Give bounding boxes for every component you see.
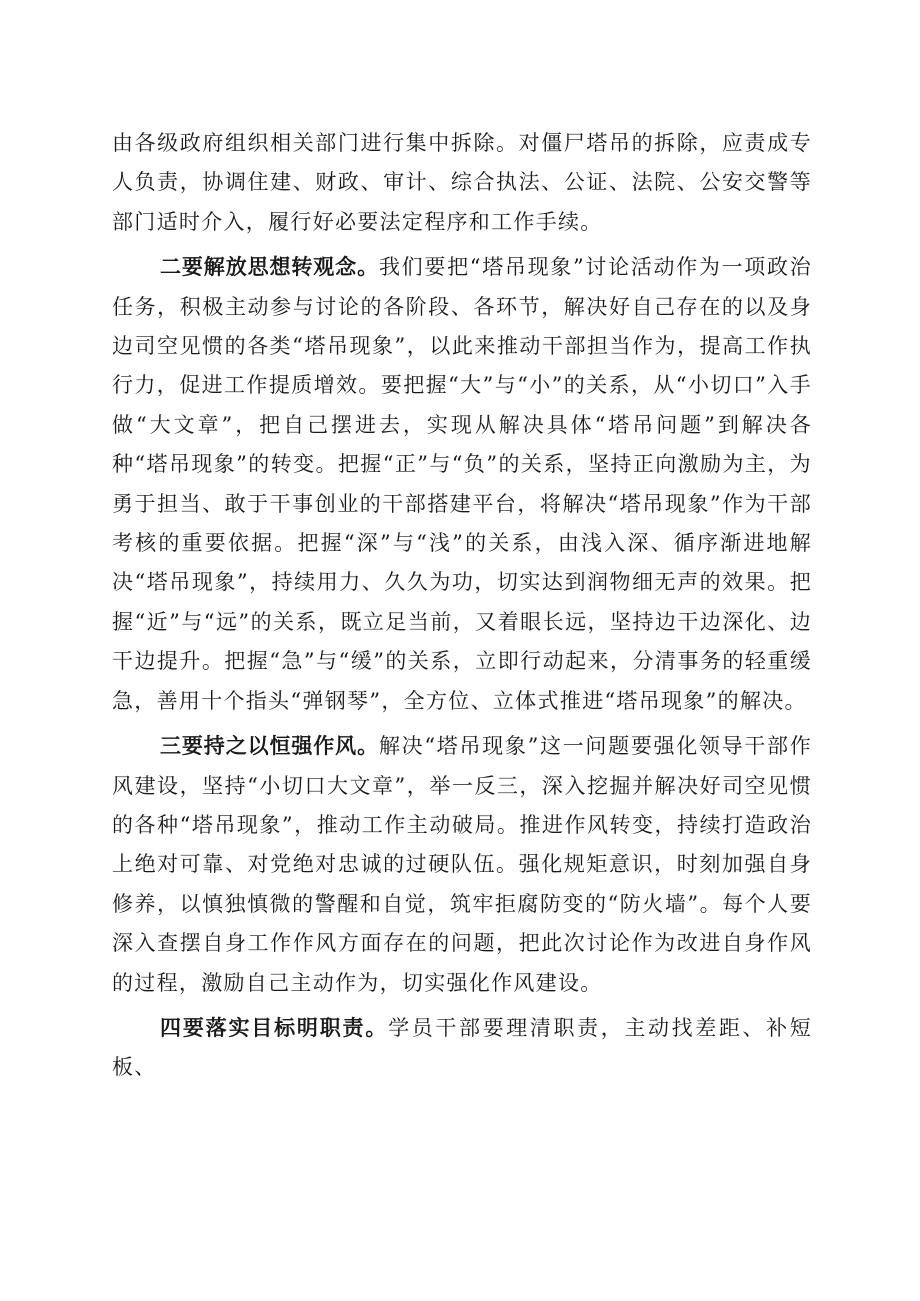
paragraph-heading: 二要解放思想转观念。 xyxy=(160,255,379,280)
paragraph-four xyxy=(112,1009,812,1088)
paragraph-three xyxy=(112,727,812,1003)
paragraph-two xyxy=(112,248,812,721)
document-body xyxy=(112,124,812,1088)
paragraph-body: 由各级政府组织相关部门进行集中拆除。对僵尸塔吊的拆除，应责成专人负责，协调住建、财政、审计、综合执法、公证、法院、公安交警等部门适时介入，履行好必要法定程序和工作手续。 xyxy=(112,131,812,234)
paragraph-body: 解决“塔吊现象”这一问题要强化领导干部作风建设，坚持“小切口大文章”，举一反三，深入挖掘并解决好司空见惯的各种“塔吊现象”，推动工作主动破局。推进作风转变，持续打造政治上绝对可靠、对党绝对忠诚的过硬队伍。强化规矩意识，时刻加强自身修养，以慎独慎微的警醒和自觉，筑牢拒腐防变的“防火墙”。每个人要深入查摆自身工作作风方面存在的问题，把此次讨论作为改进自身作风的过程，激励自己主动作为，切实强化作风建设。 xyxy=(112,734,812,995)
paragraph-body: 我们要把“塔吊现象”讨论活动作为一项政治任务，积极主动参与讨论的各阶段、各环节，解决好自己存在的以及身边司空见惯的各类“塔吊现象”，以此来推动干部担当作为，提高工作执行力，促进工作提质增效。要把握“大”与“小”的关系，从“小切口”入手做“大文章”，把自己摆进去，实现从解决具体“塔吊问题”到解决各种“塔吊现象”的转变。把握“正”与“负”的关系，坚持正向激励为主，为勇于担当、敢于干事创业的干部搭建平台，将解决“塔吊现象”作为干部考核的重要依据。把握“深”与“浅”的关系，由浅入深、循序渐进地解决“塔吊现象”，持续用力、久久为功，切实达到润物细无声的效果。把握“近”与“远”的关系，既立足当前，又着眼长远，坚持边干边深化、边干边提升。把握“急”与“缓”的关系，立即行动起来，分清事务的轻重缓急，善用十个指头“弹钢琴”，全方位、立体式推进“塔吊现象”的解决。 xyxy=(112,255,812,713)
paragraph-heading: 三要持之以恒强作风。 xyxy=(160,734,379,759)
paragraph-continuation xyxy=(112,124,812,242)
paragraph-body: 学员干部要理清职责，主动找差距、补短板、 xyxy=(112,1015,812,1080)
paragraph-heading: 四要落实目标明职责。 xyxy=(160,1015,389,1040)
